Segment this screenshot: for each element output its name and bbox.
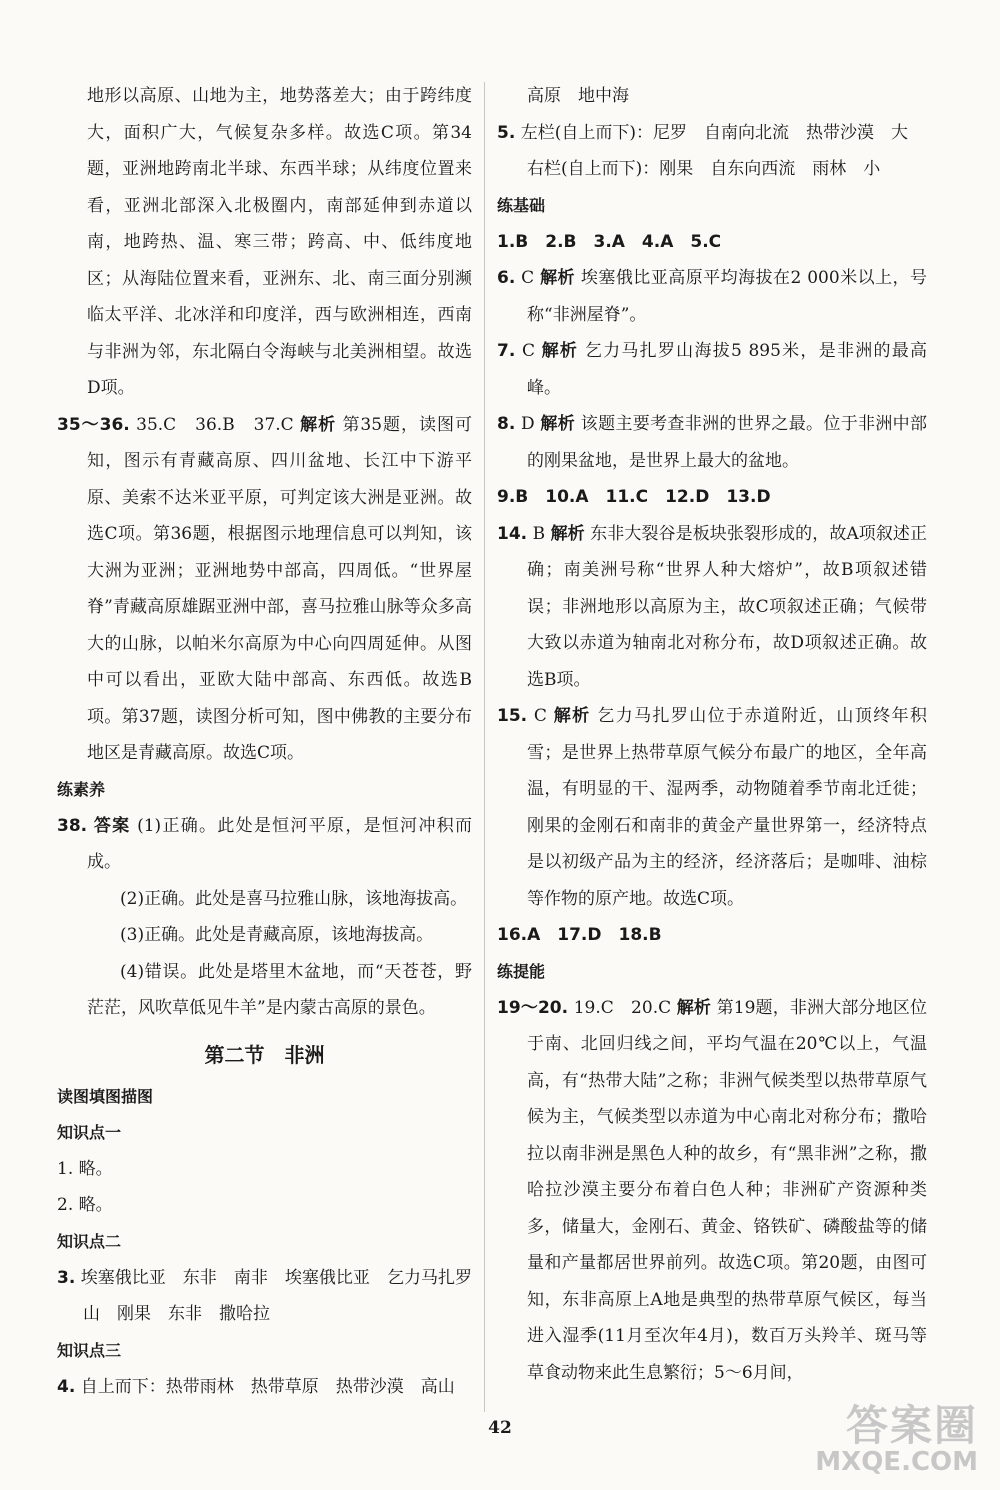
- heading-lian-suyang: 练素养: [57, 779, 106, 799]
- heading-lian-tineng: 练提能: [497, 961, 546, 981]
- answers-16-18: 16.A 17.D 18.B: [497, 925, 662, 945]
- answer-right-column: 右栏(自上而下)：刚果 自东向西流 雨林 小: [527, 159, 881, 179]
- answer-q6: [497, 260, 927, 333]
- watermark-bottom-text: MXQE.COM: [815, 1447, 978, 1477]
- paragraph-q34-continued: 地形以高原、山地为主，地势落差大；由于跨纬度大，面积广大，气候复杂多样。故选C项。第34题，亚洲地跨南北半球、东西半球；从纬度位置来看，亚洲北部深入北极圈内，南部延伸到赤道以南，地跨热、温、寒三带；跨高、中、低纬度地区；从海陆位置来看，亚洲东、北、南三面分别濒临太平洋、北冰洋和印度洋，西与欧洲相连，西南与非洲为邻，东北隔白令海峡与北美洲相望。故选D项。: [87, 86, 472, 398]
- analysis-label: 解析: [553, 706, 591, 726]
- answer-choice: D: [521, 414, 535, 434]
- answers-9-13: 9.B 10.A 11.C 12.D 13.D: [497, 487, 771, 507]
- analysis-label: 解析: [550, 523, 585, 544]
- analysis-text: 东非大裂谷是板块张裂形成的，故A项叙述正确；南美洲号称“世界人种大熔炉”，故B项叙述错误；非洲地形以高原为主，故C项叙述正确；气候带大致以赤道为轴南北对称分布，故D项叙述正确。故选B项。: [527, 523, 927, 690]
- heading-knowledge-point-2: 知识点二: [57, 1231, 122, 1251]
- answer-q5: [497, 115, 927, 152]
- question-number: 4.: [57, 1376, 76, 1397]
- question-number: 19～20.: [497, 997, 569, 1018]
- answer-choice: C: [521, 268, 535, 288]
- answer-part-4: (4)错误。此处是塔里木盆地，而“天苍苍，野茫茫，风吹草低见牛羊”是内蒙古高原的景色。: [87, 961, 472, 1018]
- answer-choice: C: [521, 341, 535, 361]
- answer-q2: 2. 略。: [57, 1195, 113, 1215]
- heading-dutu: 读图填图描图: [57, 1086, 154, 1106]
- answer-q8: [497, 406, 927, 479]
- analysis-text: 乞力马扎罗山位于赤道附近，山顶终年积雪；是世界上热带草原气候分布最广的地区，全年高温，有明显的干、湿两季，动物随着季节南北迁徙；刚果的金刚石和南非的黄金产量世界第一，经济特点是以初级产品为主的经济，经济落后；是咖啡、油棕等作物的原产地。故选C项。: [527, 706, 928, 909]
- answer-label: 答案: [93, 815, 131, 836]
- question-number: 8.: [497, 414, 516, 434]
- answer-part-1: (1)正确。此处是恒河平原，是恒河冲积而成。: [87, 815, 473, 872]
- analysis-text: 埃塞俄比亚高原平均海拔在2 000米以上，号称“非洲屋脊”。: [527, 268, 928, 325]
- watermark-logo: [815, 1401, 978, 1477]
- question-number: 15.: [497, 706, 528, 726]
- watermark-top-text: 答案圈: [845, 1401, 978, 1450]
- answer-q7: [497, 333, 927, 406]
- question-number: 14.: [497, 523, 528, 544]
- question-number: 3.: [57, 1267, 76, 1288]
- answer-q4: [57, 1369, 472, 1406]
- answer-text: 埃塞俄比亚 东非 南非 埃塞俄比亚 乞力马扎罗山 刚果 东非 撒哈拉: [80, 1267, 473, 1324]
- analysis-label: 解析: [540, 414, 576, 434]
- answer-part-2: (2)正确。此处是喜马拉雅山脉，该地海拔高。: [120, 888, 468, 909]
- answer-q1: 1. 略。: [57, 1158, 113, 1179]
- answers-1-5: 1.B 2.B 3.A 4.A 5.C: [497, 231, 722, 252]
- right-column: [497, 78, 927, 1391]
- heading-lian-jichu: 练基础: [497, 195, 546, 215]
- analysis-text: 乞力马扎罗山海拔5 895米，是非洲的最高峰。: [527, 341, 928, 398]
- analysis-text: 第19题，非洲大部分地区位于南、北回归线之间，平均气温在20℃以上，气温高，有“热带大陆”之称；非洲气候类型以热带草原气候为主，气候类型以赤道为中心南北对称分布；撒哈拉以南非洲是黑色人种的故乡，有“黑非洲”之称，撒哈拉沙漠主要分布着白色人种；非洲矿产资源种类多，储量大，金刚石、黄金、铬铁矿、磷酸盐等的储量和产量都居世界前列。故选C项。第20题，由图可知，东非高原上A地是典型的热带草原气候区，每当进入湿季(11月至次年4月)，数百万头羚羊、斑马等草食动物来此生息繁衍；5～6月间，: [527, 997, 928, 1383]
- analysis-text: 该题主要考查非洲的世界之最。位于非洲中部的刚果盆地，是世界上最大的盆地。: [527, 414, 928, 471]
- analysis-text: 第35题，读图可知，图示有青藏高原、四川盆地、长江中下游平原、美索不达米亚平原，可判定该大洲是亚洲。故选C项。第36题，根据图示地理信息可以判知，该大洲为亚洲；亚洲地势中部高，四周低。“世界屋脊”青藏高原雄踞亚洲中部，喜马拉雅山脉等众多高大的山脉，以帕米尔高原为中心向四周延伸。从图中可以看出，亚欧大陆中部高、东西低。故选B项。第37题，读图分析可知，图中佛教的主要分布地区是青藏高原。故选C项。: [87, 414, 472, 763]
- section-title: 第二节 非洲: [204, 1042, 325, 1067]
- answer-choice: B: [532, 523, 546, 544]
- analysis-label: 解析: [541, 341, 579, 361]
- analysis-label: 解析: [676, 997, 712, 1018]
- question-number: 38.: [57, 815, 88, 836]
- column-divider: [484, 82, 485, 1412]
- page-number: 42: [488, 1418, 512, 1438]
- answer-choices: 19.C 20.C: [573, 997, 672, 1018]
- analysis-label: 解析: [540, 268, 576, 288]
- analysis-label: 解析: [300, 414, 337, 435]
- heading-knowledge-point-3: 知识点三: [57, 1340, 122, 1360]
- answer-text: 自上而下：热带雨林 热带草原 热带沙漠 高山: [80, 1376, 455, 1397]
- answer-choices: 35.C 36.B 37.C: [136, 414, 294, 435]
- answer-q3: [57, 1260, 472, 1333]
- question-number: 5.: [497, 122, 516, 143]
- question-number: 35～36.: [57, 414, 130, 435]
- answer-q4-continued: 高原 地中海: [527, 86, 629, 106]
- answer-q14: [497, 516, 927, 699]
- left-column: [57, 78, 472, 1405]
- heading-knowledge-point-1: 知识点一: [57, 1122, 122, 1142]
- answer-left-column: 左栏(自上而下)：尼罗 自南向北流 热带沙漠 大: [520, 122, 908, 143]
- question-number: 7.: [497, 341, 516, 361]
- answer-q15: [497, 698, 927, 917]
- answer-part-3: (3)正确。此处是青藏高原，该地海拔高。: [120, 925, 434, 945]
- answer-q19-20: [497, 990, 927, 1392]
- answer-q38: [57, 808, 472, 881]
- question-number: 6.: [497, 268, 516, 288]
- answer-choice: C: [533, 706, 547, 726]
- answer-q35-36: [57, 407, 472, 772]
